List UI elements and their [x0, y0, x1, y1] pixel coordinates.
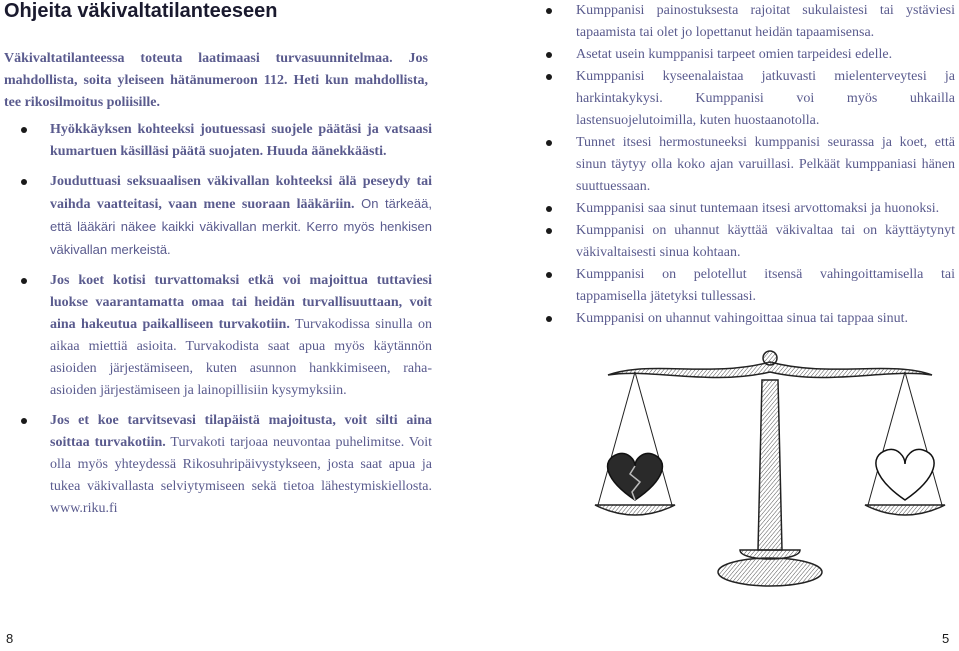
list-item: [4, 410, 432, 520]
list-item: [4, 270, 432, 402]
bullet-icon: [21, 179, 27, 185]
intro-paragraph: Väkivaltatilanteessa toteuta laatimaasi turvasuunnitelmaa. Jos mahdollista, soita yleiseen hätänumeroon 112. Heti kun mahdollista, tee rikosilmoitus poliisille.: [4, 51, 428, 110]
bullet-icon: [546, 206, 552, 212]
bullet-icon: [546, 52, 552, 58]
scale-illustration: [590, 350, 950, 620]
right-bullet-list: [535, 0, 955, 330]
list-item-bold: Jos koet kotisi turvattomaksi etkä voi majoittua tuttaviesi luokse vaarantamatta omaa tai heidän turvallisuuttaan, voit aina hakeutua paikalliseen turvakotiin.: [50, 273, 432, 332]
list-item: [535, 44, 955, 66]
list-item: [535, 198, 955, 220]
page-title: Ohjeita väkivaltatilanteeseen: [4, 0, 278, 22]
list-item-text: Kumppanisi painostuksesta rajoitat sukulaistesi tai ystäviesi tapaamista tai olet jo lopettanut heidän tapaamisensa.: [576, 3, 955, 40]
list-item-text: Kumppanisi on pelotellut itsensä vahingoittamisella tai tappamisella jätetyksi tullessasi.: [576, 267, 955, 304]
right-scale-pan: [865, 505, 945, 515]
list-item: [535, 264, 955, 308]
left-bullet-list: [4, 119, 432, 528]
broken-heart-icon: [608, 453, 663, 500]
list-item: [4, 171, 432, 262]
list-item: [4, 119, 432, 163]
left-scale-pan: [595, 505, 675, 515]
list-item-text: Tunnet itsesi hermostuneeksi kumppanisi seurassa ja koet, että sinun täytyy olla koko ajan varuillasi. Pelkäät kumppaniasi hänen suuttuessaan.: [576, 135, 955, 194]
bullet-icon: [546, 74, 552, 80]
bullet-icon: [21, 278, 27, 284]
list-item-text: Asetat usein kumppanisi tarpeet omien tarpeidesi edelle.: [576, 47, 893, 62]
list-item-text: Kumppanisi on uhannut vahingoittaa sinua tai tappaa sinut.: [576, 311, 909, 326]
list-item-bold: Jouduttuasi seksuaalisen väkivallan kohteeksi älä peseydy tai vaihda vaatteitasi, vaan mene suoraan lääkäriin.: [50, 174, 432, 212]
bullet-icon: [546, 228, 552, 234]
list-item-text: Kumppanisi saa sinut tuntemaan itsesi arvottomaksi ja huonoksi.: [576, 201, 940, 216]
list-item-text: Kumppanisi on uhannut käyttää väkivaltaa tai on käyttäytynyt väkivaltaisesti sinua kohtaan.: [576, 223, 955, 260]
list-item-text: Turvakoti tarjoaa neuvontaa puhelimitse. Voit olla myös yhteydessä Rikosuhripäivystykseen, josta saat apua ja tukea väkivallasta selviytymiseen sekä tietoa lähestymiskiellosta. www.riku.fi: [50, 435, 433, 516]
list-item: [535, 132, 955, 198]
list-item: [535, 220, 955, 264]
bullet-icon: [546, 316, 552, 322]
list-item: [535, 66, 955, 132]
page-number-right: 5: [942, 631, 950, 646]
list-item: [535, 308, 955, 330]
bullet-icon: [546, 140, 552, 146]
bullet-icon: [546, 8, 552, 14]
list-item-bold: Jos et koe tarvitsevasi tilapäistä majoitusta, voit silti aina soittaa turvakotiin.: [50, 413, 432, 450]
scale-finial: [763, 351, 777, 365]
list-item-text: Turvakodissa sinulla on aikaa miettiä asioita. Turvakodista saat apua myös käytännön asioiden järjestämiseen, kuten asunnon hankkimiseen, raha-asioiden järjestämiseen ja lainopillisiin kysymyksiin.: [50, 317, 432, 398]
scale-base: [718, 558, 822, 586]
list-item: [535, 0, 955, 44]
heart-icon: [876, 449, 934, 500]
bullet-icon: [21, 127, 27, 133]
list-item-text: Kumppanisi kyseenalaistaa jatkuvasti mielenterveytesi ja harkintakykysi. Kumppanisi voi myös uhkailla lastensuojelutoimilla, kuten huostaanotolla.: [576, 69, 955, 128]
bullet-icon: [21, 418, 27, 424]
bullet-icon: [546, 272, 552, 278]
page-number-left: 8: [6, 631, 14, 646]
list-item-text: On tärkeää, että lääkäri näkee kaikki väkivallan merkit. Kerro myös henkisen väkivallan merkeistä.: [50, 196, 432, 257]
list-item-bold: Hyökkäyksen kohteeksi joutuessasi suojele päätäsi ja vatsaasi kumartuen käsilläsi päätä suojaten. Huuda äänekkäästi.: [50, 122, 432, 159]
scale-column: [758, 380, 782, 550]
